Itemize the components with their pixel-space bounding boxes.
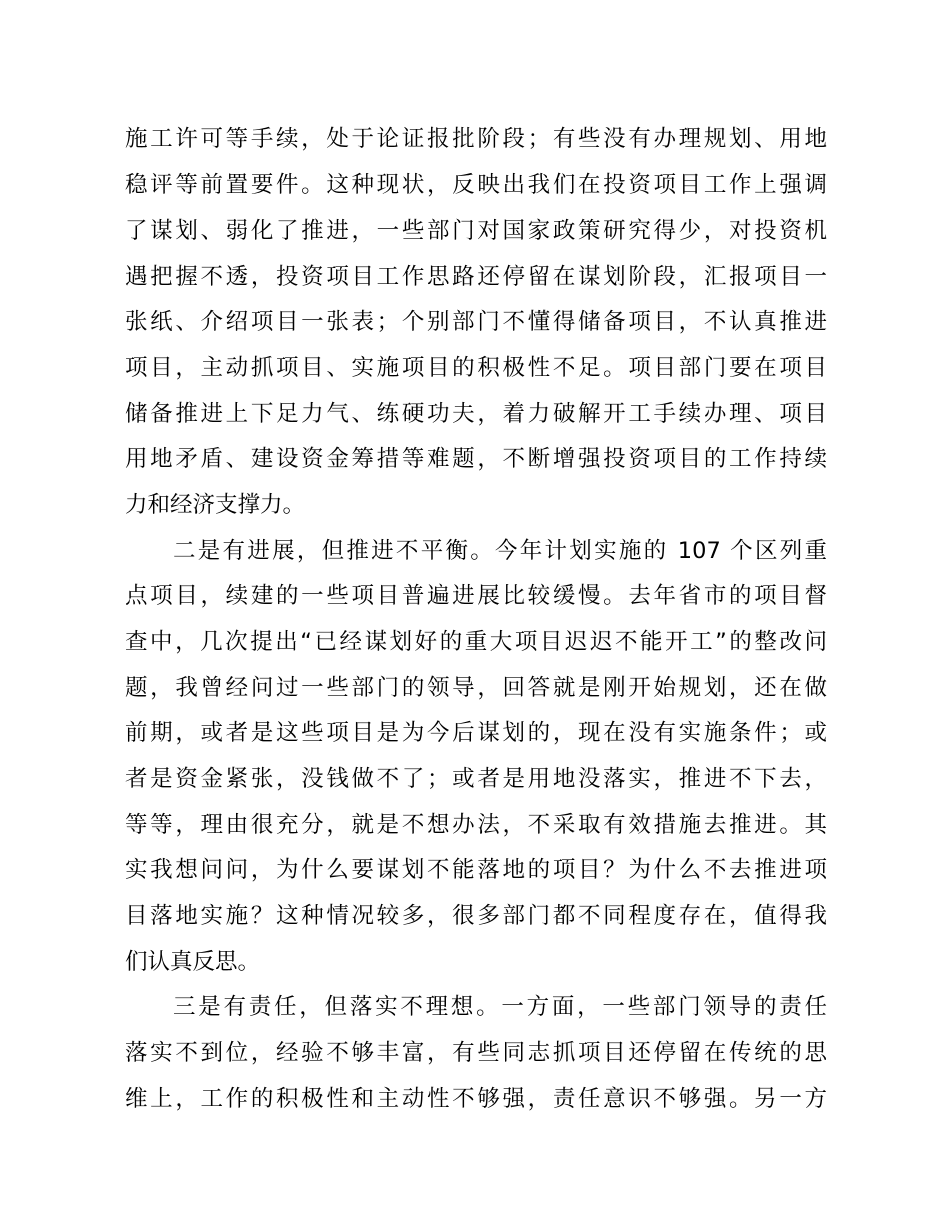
text-line: 张纸、介绍项目一张表；个别部门不懂得储备项目，不认真推进 <box>125 309 827 335</box>
text-line: 施工许可等手续，处于论证报批阶段；有些没有办理规划、用地 <box>125 126 827 152</box>
text-line: 遇把握不透，投资项目工作思路还停留在谋划阶段，汇报项目一 <box>125 264 827 290</box>
text-line: 落实不到位，经验不够丰富，有些同志抓项目还停留在传统的思 <box>125 1040 827 1066</box>
text-line: 了谋划、弱化了推进，一些部门对国家政策研究得少，对投资机 <box>125 218 827 244</box>
text-line: 维上，工作的积极性和主动性不够强，责任意识不够强。另一方 <box>125 1086 827 1112</box>
text-line: 前期，或者是这些项目是为今后谋划的，现在没有实施条件；或 <box>125 720 827 746</box>
text-line: 题，我曾经问过一些部门的领导，回答就是刚开始规划，还在做 <box>125 675 827 701</box>
paragraph-first-line: 三是有责任，但落实不理想。一方面，一些部门领导的责任 <box>173 994 827 1020</box>
text-line: 目落地实施？这种情况较多，很多部门都不同程度存在，值得我 <box>125 903 827 929</box>
text-line: 等等，理由很充分，就是不想办法，不采取有效措施去推进。其 <box>125 812 827 838</box>
text-line: 力和经济支撑力。 <box>125 492 306 518</box>
text-line: 用地矛盾、建设资金筹措等难题，不断增强投资项目的工作持续 <box>125 446 827 472</box>
text-line: 点项目，续建的一些项目普遍进展比较缓慢。去年省市的项目督 <box>125 583 827 609</box>
text-line: 者是资金紧张，没钱做不了；或者是用地没落实，推进不下去， <box>125 766 827 792</box>
text-line: 稳评等前置要件。这种现状，反映出我们在投资项目工作上强调 <box>125 172 827 198</box>
text-line: 查中，几次提出“已经谋划好的重大项目迟迟不能开工”的整改问 <box>125 629 827 655</box>
text-line: 们认真反思。 <box>125 949 261 975</box>
text-line: 实我想问问，为什么要谋划不能落地的项目？为什么不去推进项 <box>125 857 827 883</box>
text-line: 储备推进上下足力气、练硬功夫，着力破解开工手续办理、项目 <box>125 401 827 427</box>
text-line: 项目，主动抓项目、实施项目的积极性不足。项目部门要在项目 <box>125 355 827 381</box>
paragraph-first-line: 二是有进展，但推进不平衡。今年计划实施的 107 个区列重 <box>173 538 827 564</box>
